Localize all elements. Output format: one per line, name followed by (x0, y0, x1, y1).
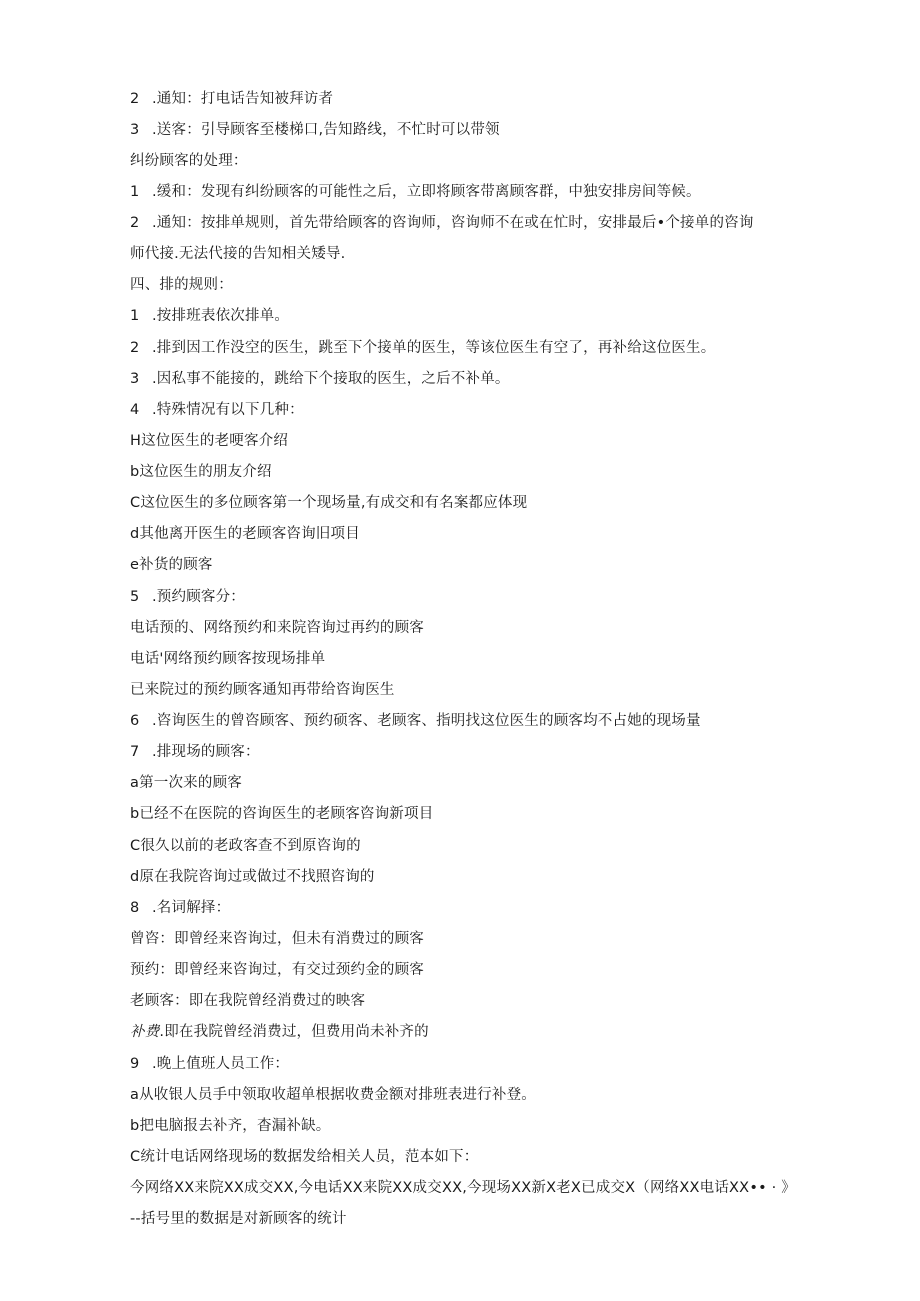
item-number: 2 (130, 340, 140, 356)
item-text: .咨询医生的曾咨顾客、预约硕客、老顾客、指明找这位医生的顾客均不占她的现场量 (152, 713, 701, 729)
sub-item (130, 649, 325, 669)
item-text: e补货的顾客 (130, 557, 213, 573)
item-text: .名词解择： (152, 900, 231, 916)
item-text: a第一次来的顾客 (130, 775, 242, 791)
list-item (130, 369, 510, 389)
list-item (130, 89, 333, 109)
item-text: .特殊情况有以下几种： (152, 402, 304, 418)
item-text: .排到因工作没空的医生，跳至下个接单的医生，等该位医生有空了，再补给这位医生。 (152, 340, 716, 356)
item-text: .按排班表依次排单。 (152, 308, 290, 324)
sub-item (130, 618, 424, 638)
item-number: 2 (130, 215, 140, 231)
list-item (130, 213, 754, 233)
list-item (130, 182, 701, 202)
item-text: b把电脑报去补齐，杳漏补缺。 (130, 1118, 331, 1134)
item-text: C很久以前的老政客查不到原咨询的 (130, 838, 361, 854)
item-text: .晚上值班人员工作： (152, 1056, 290, 1072)
list-item (130, 400, 304, 420)
sub-item (130, 1116, 331, 1136)
item-number: 3 (130, 371, 140, 387)
sub-item (130, 1085, 536, 1105)
item-text: d原在我院咨询过或做过不找照咨询的 (130, 869, 375, 885)
list-item (130, 306, 289, 326)
sub-item (130, 493, 527, 513)
item-text: .通知：打电话告知被拜访者 (152, 91, 334, 107)
paragraph-line (130, 244, 345, 264)
sub-item (130, 555, 213, 575)
item-text: C统计电话网络现场的数据发给相关人员，范本如下： (130, 1149, 479, 1165)
list-item (130, 1054, 289, 1074)
item-text: 电话'网络预约顾客按现场排单 (130, 651, 326, 667)
item-text: C这位医生的多位顾客第一个现场量,有成交和有名案都应体现 (130, 495, 528, 511)
list-item (130, 742, 260, 762)
section-heading (130, 275, 233, 295)
sub-item (130, 680, 395, 700)
sub-item (130, 773, 242, 793)
item-number: 3 (130, 122, 140, 138)
sub-item (130, 836, 361, 856)
template-line (130, 1178, 796, 1198)
item-text: b已经不在医院的咨询医生的老顾客咨询新项目 (130, 806, 434, 822)
item-number: 9 (130, 1056, 140, 1072)
item-text: .排现场的顾客： (152, 744, 260, 760)
item-text: 曾咨：即曾经来咨询过，但未有消费过的顾客 (130, 931, 424, 947)
definition-line (130, 991, 365, 1011)
list-item (130, 120, 500, 140)
list-item (130, 587, 245, 607)
sub-item (130, 867, 375, 887)
item-text: a从收银人员手中领取收超单根据收费金额对排班表进行补登。 (130, 1087, 536, 1103)
sub-item (130, 431, 288, 451)
item-text: b这位医生的朋友介绍 (130, 464, 272, 480)
item-text: .缓和：发现有纠纷顾客的可能性之后，立即将顾客带离顾客群，中独安排房间等候。 (152, 184, 701, 200)
item-text: 电话预的、网络预约和来院咨询过再约的顾客 (130, 620, 424, 636)
item-number: 1 (130, 308, 140, 324)
item-text: .预约顾客分： (152, 589, 246, 605)
list-item (130, 898, 230, 918)
note-line (130, 1209, 347, 1229)
item-text: .通知：按排单规则，首先带给顾客的咨询师，咨询师不在或在忙时，安排最后•个接单的咨询 (152, 215, 754, 231)
list-item (130, 711, 701, 731)
section-heading (130, 151, 248, 171)
item-text: .即在我院曾经消费过，但费用尚未补齐的 (159, 1024, 429, 1040)
list-item (130, 338, 715, 358)
item-number: 6 (130, 713, 140, 729)
item-text: 老顾客：即在我院曾经消费过的映客 (130, 993, 366, 1009)
item-number: 1 (130, 184, 140, 200)
item-number: 2 (130, 91, 140, 107)
item-text: 预约：即曾经来咨询过，有交过颈约金的顾客 (130, 962, 424, 978)
sub-item (130, 804, 433, 824)
item-text: 已来院过的预约顾客通知再带给咨询医生 (130, 682, 395, 698)
item-text: 今网络XX来院XX成交XX,今电话XX来院XX成交XX,今现场XX新X老X已成交X（网络XX电话XX•• · 》 (130, 1180, 796, 1196)
sub-item (130, 1147, 478, 1167)
item-text: --括号里的数据是对新顾客的统计 (130, 1211, 347, 1227)
term-label: 补费 (130, 1024, 160, 1040)
item-number: 5 (130, 589, 140, 605)
item-text: 纠纷顾客的处理： (130, 153, 248, 169)
definition-line (130, 929, 424, 949)
item-text: 四、排的规则： (130, 277, 233, 293)
item-text: 师代接.无法代接的告知相关矮导. (130, 246, 346, 262)
item-text: .因私事不能接的，跳给下个接取的医生，之后不补单。 (152, 371, 510, 387)
definition-line (130, 960, 424, 980)
item-text: .送客：引导顾客至楼梯口,告知路线，不忙时可以带领 (152, 122, 500, 138)
item-number: 8 (130, 900, 140, 916)
definition-line (130, 1022, 429, 1042)
item-text: d其他离开医生的老顾客咨询旧项目 (130, 526, 360, 542)
sub-item (130, 524, 360, 544)
item-number: 7 (130, 744, 140, 760)
item-text: H这位医生的老哽客介绍 (130, 433, 289, 449)
sub-item (130, 462, 272, 482)
item-number: 4 (130, 402, 140, 418)
